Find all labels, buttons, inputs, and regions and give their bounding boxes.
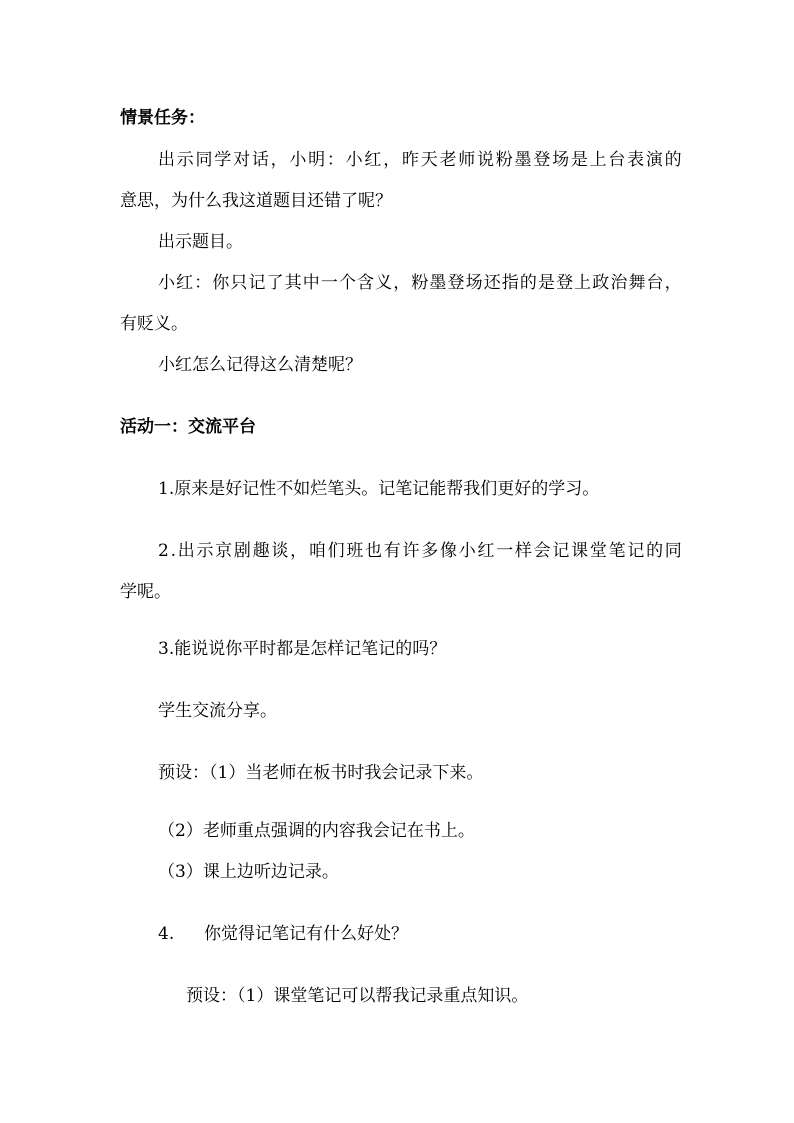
list-item-4-number: 4. [158,924,175,944]
paragraph-student-share: 学生交流分享。 [158,701,277,721]
paragraph-xiaohong-reply-line1: 小 红 ： 你 只 记 了 其 中 一 个 含 义 ， 粉 墨 登 场 还 指 的 是 登 上 政 治 舞 台 ， [158,273,682,293]
list-item-4-text: 你觉得记笔记有什么好处？ [204,924,408,944]
list-item-2-line2: 学呢。 [120,582,171,602]
preset-answer-4: 预设：（1）课堂笔记可以帮我记录重点知识。 [186,986,529,1006]
paragraph-dialogue-line2: 意思，为什么我这道题目还错了呢？ [120,191,392,211]
paragraph-dialogue-line1: 出 示 同 学 对 话 ， 小 明 ： 小 红 ， 昨 天 老 师 说 粉 墨 登 场 是 上 台 表 演 的 [158,150,682,170]
section-heading-activity-one: 活动一：交流平台 [120,417,256,437]
paragraph-question: 小红怎么记得这么清楚呢？ [158,355,362,375]
list-item-3: 3.能说说你平时都是怎样记笔记的吗？ [158,639,447,659]
list-item-2-line1: 2 . 出 示 京 剧 趣 谈 ， 咱 们 班 也 有 许 多 像 小 红 一 样 会 记 课 堂 笔 记 的 同 [158,541,682,561]
paragraph-xiaohong-reply-line2: 有贬义。 [120,314,188,334]
section-heading-scenario: 情景任务： [120,108,205,128]
preset-answer-2: （2）老师重点强调的内容我会记在书上。 [158,821,475,841]
list-item-1: 1.原来是好记性不如烂笔头。记笔记能帮我们更好的学习。 [158,479,600,499]
preset-answer-1: 预设：（1）当老师在板书时我会记录下来。 [158,763,484,783]
preset-answer-3: （3）课上边听边记录。 [158,862,339,882]
paragraph-show-question: 出示题目。 [158,232,243,252]
